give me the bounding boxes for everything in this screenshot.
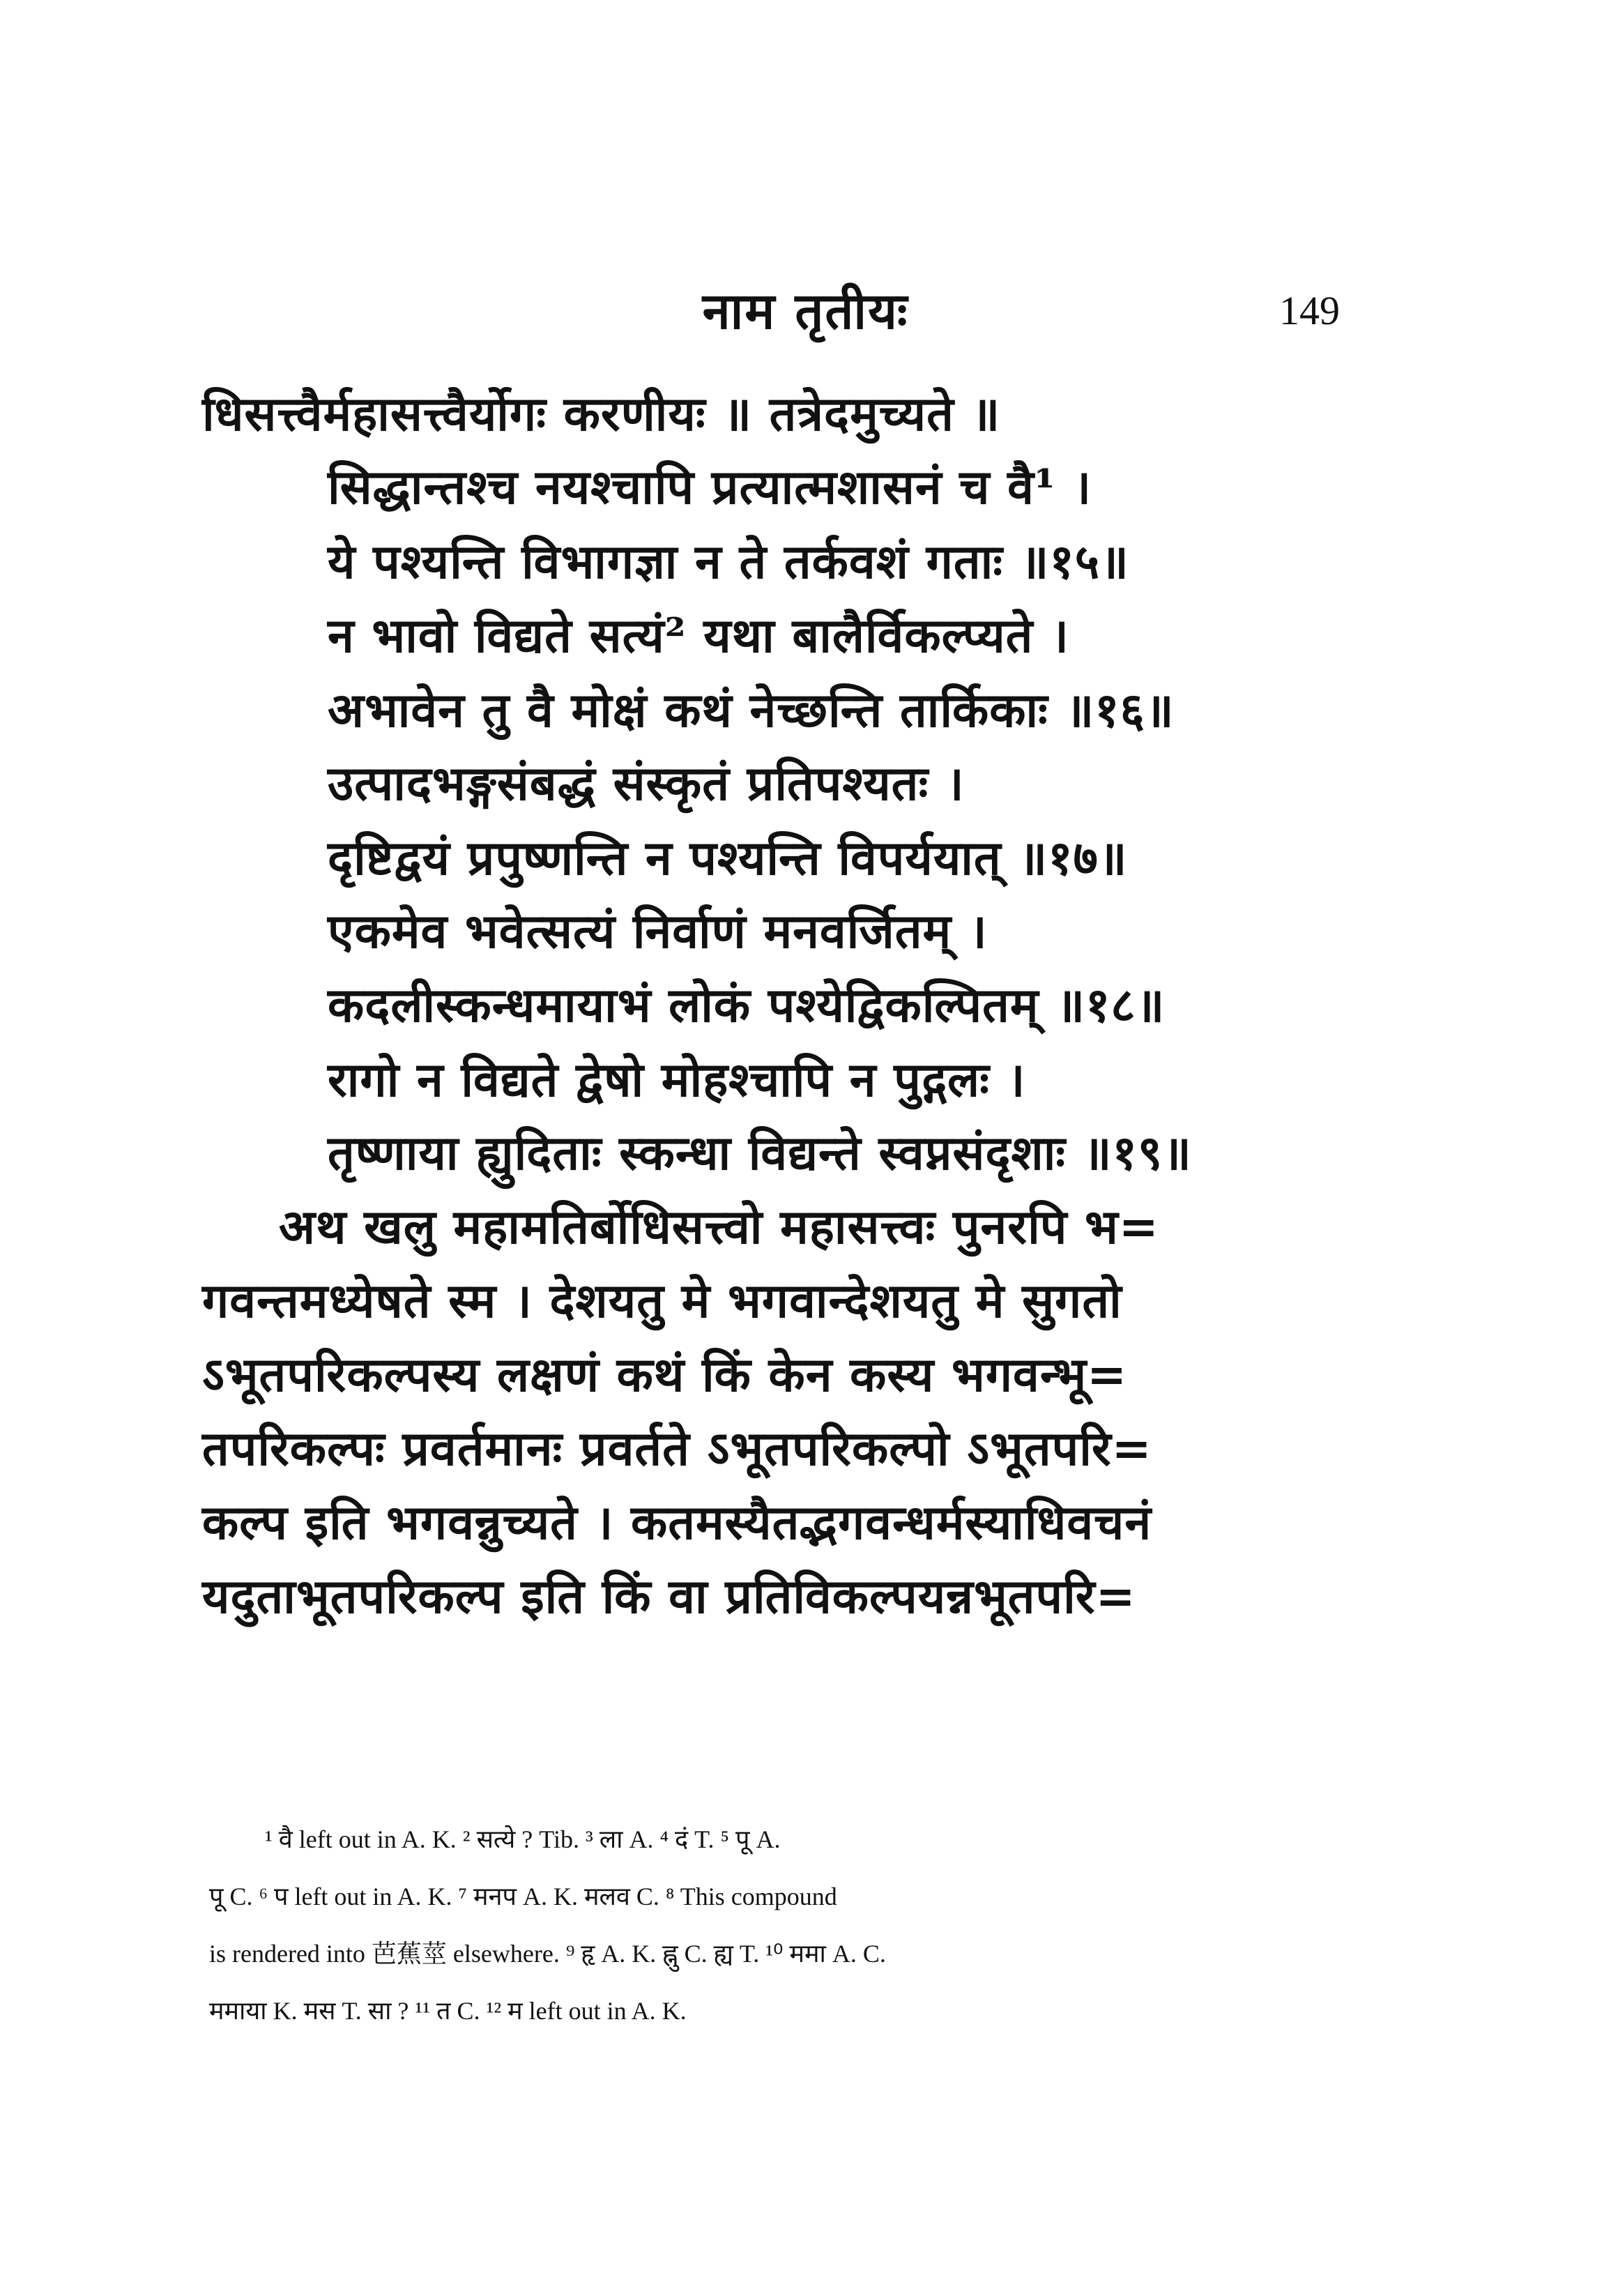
verse-line: अभावेन तु वै मोक्षं कथं नेच्छन्ति तार्किकाः ॥१६॥	[328, 683, 1175, 738]
prose-line: यदुताभूतपरिकल्प इति किं वा प्रतिविकल्पयन्नभूतपरि=	[202, 1569, 1136, 1625]
verse-line: ये पश्यन्ति विभागज्ञा न ते तर्कवशं गताः ॥१५॥	[328, 534, 1129, 590]
prose-line: कल्प इति भगवन्नुच्यते । कतमस्यैतद्भगवन्धर्मस्याधिवचनं	[202, 1495, 1152, 1551]
page-number: 149	[1279, 288, 1340, 333]
prose-line: तपरिकल्पः प्रवर्तमानः प्रवर्तते ऽभूतपरिकल्पो ऽभूतपरि=	[202, 1421, 1152, 1477]
verse-line: कदलीस्कन्धमायाभं लोकं पश्येद्विकल्पितम् ॥१८॥	[328, 978, 1166, 1033]
running-header-title: नाम तृतीयः	[702, 281, 909, 340]
footnote-line: is rendered into 芭蕉莖 elsewhere. ⁹ हृ A. K. ह्नु C. ह्य T. ¹⁰ ममा A. C.	[209, 1940, 886, 1968]
footnote-line: पू C. ⁶ प left out in A. K. ⁷ मनप A. K. मलव C. ⁸ This compound	[209, 1883, 837, 1910]
verse-line: सिद्धान्तश्च नयश्चापि प्रत्यात्मशासनं च वै¹ ।	[328, 459, 1092, 515]
prose-line: अथ खलु महामतिर्बोधिसत्त्वो महासत्त्वः पुनरपि भ=	[279, 1199, 1159, 1255]
footnote-line: ¹ वै left out in A. K. ² सत्ये ? Tib. ³ ला A. ⁴ दं T. ⁵ पू A.	[265, 1825, 781, 1853]
text-line: धिसत्त्वैर्महासत्त्वैर्योगः करणीयः ॥ तत्रेदमुच्यते ॥	[202, 386, 1001, 442]
verse-line: एकमेव भवेत्सत्यं निर्वाणं मनवर्जितम् ।	[328, 904, 988, 959]
verse-line: तृष्णाया ह्युदिताः स्कन्धा विद्यन्ते स्वप्नसंदृशाः ॥१९॥	[328, 1125, 1192, 1181]
verse-line: दृष्टिद्वयं प्रपुष्णन्ति न पश्यन्ति विपर्ययात् ॥१७॥	[328, 830, 1128, 886]
footnote-line: ममाया K. मस T. सा ? ¹¹ त C. ¹² म left out in A. K.	[209, 1997, 687, 2025]
prose-line: ऽभूतपरिकल्पस्य लक्षणं कथं किं केन कस्य भगवन्भू=	[202, 1347, 1128, 1403]
verse-line: न भावो विद्यते सत्यं² यथा बालैर्विकल्प्यते ।	[328, 608, 1069, 664]
verse-line: उत्पादभङ्गसंबद्धं संस्कृतं प्रतिपश्यतः ।	[328, 756, 965, 812]
verse-line: रागो न विद्यते द्वेषो मोहश्चापि न पुद्गलः ।	[328, 1052, 1026, 1108]
prose-line: गवन्तमध्येषते स्म । देशयतु मे भगवान्देशयतु मे सुगतो	[202, 1273, 1122, 1329]
